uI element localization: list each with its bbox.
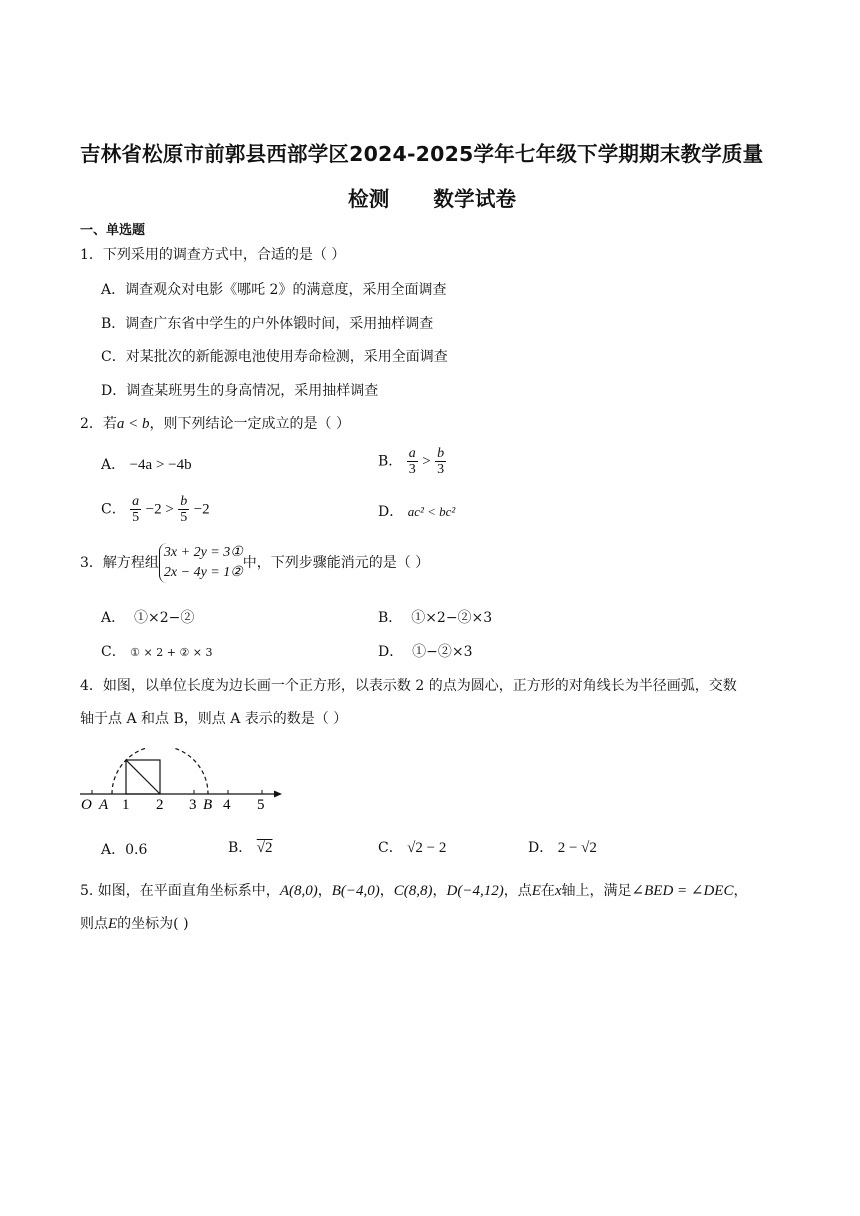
q4-option-a: A．0.6	[101, 842, 148, 858]
q3-stem	[80, 543, 429, 583]
q4-option-b	[228, 838, 272, 858]
page-title-line2: 检测 数学试卷	[348, 187, 517, 211]
q5-point-b: B(−4,0)	[331, 883, 380, 899]
q3-option-c-math: ① × 2 + ② × 3	[130, 646, 213, 659]
q3-stem-pre: 3．解方程组	[80, 555, 159, 571]
q3-equation-1: 3x + 2y = 3①	[163, 545, 243, 560]
q4-option-b-label: B．	[228, 840, 253, 856]
q4-option-c-label: C．	[378, 840, 403, 856]
q4-option-d	[528, 838, 597, 858]
label-1: 1	[122, 797, 130, 813]
q4-option-c-math: √2 − 2	[407, 840, 447, 856]
label-O: O	[81, 797, 92, 813]
q2-stem-math: a < b	[116, 416, 150, 432]
q2-option-b-label: B．	[378, 453, 403, 470]
q2-option-b	[378, 446, 446, 477]
q2-option-a	[101, 455, 192, 475]
q4-option-b-math: √2	[256, 840, 273, 856]
q5-point-d: D(−4,12)	[446, 883, 504, 899]
q5-line1-pre: 5. 如图，在平面直角坐标系中，	[80, 883, 280, 899]
label-B: B	[203, 797, 213, 813]
q4-number-line-figure	[76, 748, 288, 814]
q5-end: ，	[733, 883, 748, 899]
label-4: 4	[223, 797, 231, 813]
label-3: 3	[189, 797, 197, 813]
q3-option-a: A． ①×2−②	[101, 610, 195, 626]
q2-option-c-frac-left: $\frac{a}{5}$	[132, 494, 140, 525]
q1-option-d: D．调查某班男生的身高情况，采用抽样调查	[101, 383, 379, 399]
label-A: A	[99, 797, 109, 813]
q2-stem-pre: 2．若	[80, 416, 117, 432]
q2-option-a-label: A．	[101, 457, 126, 473]
q2-option-c-label: C．	[101, 501, 126, 518]
q5-sep3: ，	[432, 883, 447, 899]
q5-sep1: ，	[317, 883, 332, 899]
q2-option-b-gt: >	[422, 453, 431, 470]
q5-line2-post: 的坐标为( )	[117, 916, 189, 932]
q4-option-d-label: D．	[528, 840, 554, 856]
q3-equation-system	[159, 543, 243, 583]
q2-option-c-mid: −2 >	[145, 501, 174, 518]
q3-option-c	[101, 642, 213, 663]
q2-option-a-math: −4a > −4b	[129, 457, 192, 473]
q2-option-d-math: ac² < bc²	[407, 504, 456, 519]
q1-stem: 1．下列采用的调查方式中，合适的是（ ）	[80, 247, 346, 263]
page-title-line1: 吉林省松原市前郭县西部学区2024-2025学年七年级下学期期末教学质量	[80, 142, 764, 166]
q2-stem	[80, 414, 350, 434]
q1-option-a: A．调查观众对电影《哪吒 2》的满意度，采用全面调查	[101, 282, 447, 298]
q5-sep2: ，	[379, 883, 394, 899]
q5-x-var: x	[554, 883, 562, 899]
q5-mid2: 在	[540, 883, 555, 899]
q2-option-c-frac-right: $\frac{b}{5}$	[180, 494, 188, 525]
q4-stem-line1: 4．如图，以单位长度为边长画一个正方形，以表示数 2 的点为圆心，正方形的对角线长为半径画弧，交数	[80, 678, 737, 694]
q3-option-c-label: C．	[101, 644, 126, 660]
q5-line2-pre: 则点	[80, 916, 108, 932]
square-diagonal	[126, 760, 160, 794]
q4-option-d-math: 2 − √2	[557, 840, 597, 856]
q3-stem-post: 中，下列步骤能消元的是（ ）	[242, 555, 430, 571]
q2-option-d	[378, 502, 455, 522]
q4-option-c	[378, 838, 446, 858]
q5-stem-line1	[80, 881, 747, 901]
q5-point-c: C(8,8)	[393, 883, 433, 899]
number-line-arrow	[274, 791, 282, 798]
q1-option-b: B．调查广东省中学生的户外体锻时间，采用抽样调查	[101, 316, 434, 332]
q2-option-b-frac-right: $\frac{b}{3}$	[437, 446, 445, 477]
q4-stem-line2: 轴于点 A 和点 B，则点 A 表示的数是（ ）	[80, 711, 348, 727]
q5-line2-point-e: E	[108, 916, 118, 932]
q2-option-d-label: D．	[378, 504, 404, 520]
q2-stem-post: ，则下列结论一定成立的是（ ）	[149, 416, 350, 432]
q2-option-c-end: −2	[193, 501, 210, 518]
q3-option-b: B． ①×2−②×3	[378, 610, 493, 626]
q5-mid: ，点	[503, 883, 532, 899]
label-2: 2	[156, 797, 164, 813]
q1-option-c: C．对某批次的新能源电池使用寿命检测，采用全面调查	[101, 349, 448, 365]
q5-point-a: A(8,0)	[279, 883, 318, 899]
label-5: 5	[257, 797, 265, 813]
q5-angle-condition: ∠BED = ∠DEC	[631, 883, 734, 899]
q2-option-b-frac-left: $\frac{a}{3}$	[408, 446, 416, 477]
q3-option-d: D． ①−②×3	[378, 644, 473, 660]
section-heading: 一、单选题	[80, 223, 146, 238]
q5-mid3: 轴上，满足	[561, 883, 632, 899]
q3-equation-2: 2x − 4y = 1②	[163, 565, 243, 580]
q5-point-e: E	[531, 883, 541, 899]
q2-option-c	[101, 494, 210, 525]
q5-stem-line2	[80, 914, 189, 934]
